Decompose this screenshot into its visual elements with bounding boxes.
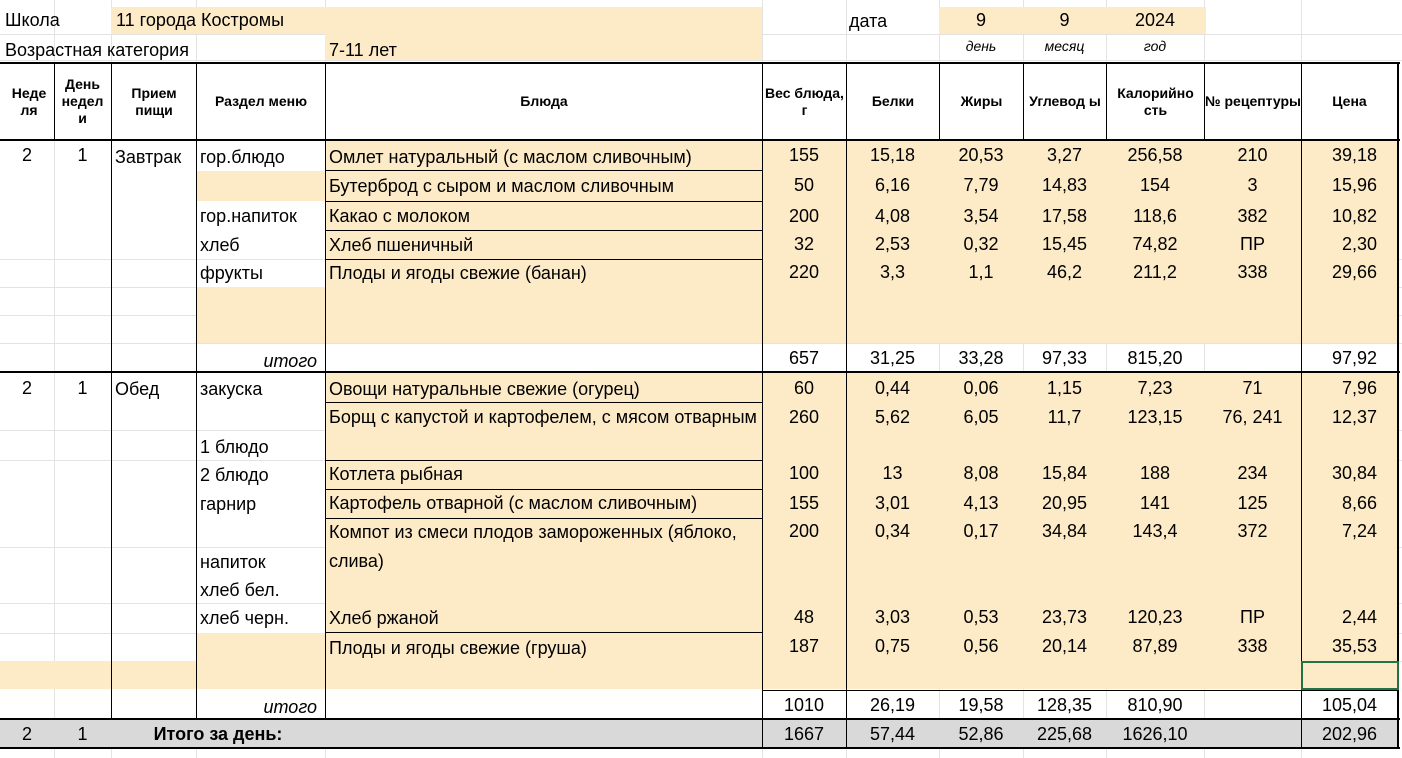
date-month[interactable]: 9 — [1059, 10, 1070, 30]
dish-name[interactable]: Борщ с капустой и картофелем, с мясом отварным — [329, 407, 757, 427]
total-weight[interactable]: 1010 — [783, 695, 825, 715]
menu-section[interactable]: хлеб бел. — [200, 580, 280, 600]
cell-weight[interactable]: 200 — [788, 521, 820, 541]
menu-section[interactable]: фрукты — [200, 263, 263, 283]
cell-price[interactable]: 12,37 — [1331, 407, 1377, 427]
cell-fat[interactable]: 8,08 — [963, 463, 999, 483]
dish-name[interactable]: Овощи натуральные свежие (огурец) — [329, 379, 640, 399]
cell-recipe[interactable]: 210 — [1237, 145, 1268, 165]
cell-recipe[interactable]: 382 — [1237, 206, 1268, 226]
breakfast-week[interactable]: 2 — [21, 145, 32, 165]
cell-recipe[interactable]: 125 — [1237, 493, 1268, 513]
cell-protein[interactable]: 6,16 — [874, 175, 911, 195]
cell-protein[interactable]: 4,08 — [874, 206, 911, 226]
cell-protein[interactable]: 0,75 — [874, 636, 911, 656]
total-carbs[interactable]: 97,33 — [1041, 348, 1088, 368]
cell-calories[interactable]: 188 — [1139, 463, 1171, 483]
cell-calories[interactable]: 7,23 — [1137, 378, 1173, 398]
school-value[interactable]: 11 города Костромы — [116, 10, 285, 30]
cell-calories[interactable]: 123,15 — [1127, 407, 1183, 427]
cell-protein[interactable]: 2,53 — [874, 234, 911, 254]
col-section: Раздел меню — [214, 93, 308, 109]
cell-price[interactable]: 35,53 — [1331, 636, 1377, 656]
total-calories[interactable]: 815,20 — [1127, 348, 1183, 368]
menu-section[interactable]: гарнир — [200, 494, 257, 514]
cell-protein[interactable]: 13 — [882, 463, 903, 483]
dish-name[interactable]: Бутерброд с сыром и маслом сливочным — [329, 176, 674, 196]
cell-calories[interactable]: 120,23 — [1127, 607, 1183, 627]
cell-recipe[interactable]: 338 — [1237, 636, 1268, 656]
breakfast-meal[interactable]: Завтрак — [115, 147, 182, 167]
cell-calories[interactable]: 211,2 — [1133, 262, 1177, 282]
cell-carbs[interactable]: 20,14 — [1041, 636, 1088, 656]
dish-name[interactable]: Котлета рыбная — [329, 464, 463, 484]
date-day[interactable]: 9 — [975, 10, 986, 30]
col-price: Цена — [1332, 93, 1367, 109]
day-caption: день — [965, 38, 997, 54]
menu-section[interactable]: напиток — [200, 552, 266, 572]
cell-recipe[interactable]: 234 — [1237, 463, 1268, 483]
menu-section[interactable]: гор.напиток — [200, 206, 297, 226]
cell-carbs[interactable]: 34,84 — [1041, 521, 1088, 541]
day-total-week[interactable]: 2 — [21, 724, 32, 744]
cell-recipe[interactable]: ПР — [1240, 234, 1265, 254]
cell-protein[interactable]: 0,44 — [874, 378, 911, 398]
cell-weight[interactable]: 50 — [793, 175, 815, 195]
cell-fat[interactable]: 6,05 — [963, 407, 999, 427]
total-price[interactable]: 202,96 — [1321, 724, 1377, 744]
breakfast-weekday[interactable]: 1 — [77, 145, 88, 165]
cell-weight[interactable]: 220 — [788, 262, 820, 282]
cell-calories[interactable]: 141 — [1139, 493, 1171, 513]
menu-section[interactable]: гор.блюдо — [200, 147, 285, 167]
total-fat[interactable]: 52,86 — [958, 724, 1004, 744]
cell-fat[interactable]: 0,53 — [963, 607, 999, 627]
cell-weight[interactable]: 187 — [788, 636, 820, 656]
total-weight[interactable]: 657 — [788, 348, 820, 368]
total-protein[interactable]: 31,25 — [869, 348, 916, 368]
cell-calories[interactable]: 74,82 — [1132, 234, 1178, 254]
cell-fat[interactable]: 0,32 — [963, 234, 999, 254]
total-carbs[interactable]: 128,35 — [1036, 695, 1093, 715]
day-total-label: Итого за день: — [153, 724, 283, 744]
cell-carbs[interactable]: 15,84 — [1041, 463, 1088, 483]
cell-calories[interactable]: 87,89 — [1132, 636, 1178, 656]
total-price[interactable]: 105,04 — [1321, 695, 1377, 715]
total-calories[interactable]: 1626,10 — [1122, 724, 1188, 744]
cell-weight[interactable]: 155 — [788, 145, 820, 165]
day-total-weekday[interactable]: 1 — [77, 724, 88, 744]
total-price[interactable]: 97,92 — [1331, 348, 1377, 368]
cell-price[interactable]: 29,66 — [1331, 262, 1377, 282]
lunch-week[interactable]: 2 — [21, 378, 32, 398]
cell-weight[interactable]: 155 — [788, 493, 820, 513]
cell-fat[interactable]: 7,79 — [963, 175, 999, 195]
cell-fat[interactable]: 0,17 — [963, 521, 999, 541]
cell-recipe[interactable]: ПР — [1240, 607, 1265, 627]
cell-recipe[interactable]: 338 — [1237, 262, 1268, 282]
cell-protein[interactable]: 5,62 — [874, 407, 911, 427]
dish-name[interactable]: Плоды и ягоды свежие (груша) — [329, 638, 587, 658]
total-fat[interactable]: 33,28 — [958, 348, 1004, 368]
cell-weight[interactable]: 200 — [788, 206, 820, 226]
cell-fat[interactable]: 1,1 — [968, 262, 994, 282]
menu-section[interactable]: 2 блюдо — [200, 465, 269, 485]
menu-section[interactable]: закуска — [200, 379, 263, 399]
col-weekday: День недел и — [61, 76, 104, 126]
menu-section[interactable]: хлеб — [200, 235, 240, 255]
lunch-weekday[interactable]: 1 — [77, 378, 88, 398]
col-meal: Прием пищи — [131, 84, 177, 118]
age-category-value[interactable]: 7-11 лет — [329, 40, 397, 60]
total-fat[interactable]: 19,58 — [958, 695, 1004, 715]
total-weight[interactable]: 1667 — [783, 724, 825, 744]
cell-recipe[interactable]: 3 — [1247, 175, 1258, 195]
lunch-meal[interactable]: Обед — [115, 379, 160, 399]
cell-carbs[interactable]: 3,27 — [1046, 145, 1083, 165]
dish-name[interactable]: Плоды и ягоды свежие (банан) — [329, 263, 587, 283]
cell-protein[interactable]: 0,34 — [874, 521, 911, 541]
cell-carbs[interactable]: 11,7 — [1047, 407, 1082, 427]
cell-protein[interactable]: 3,03 — [874, 607, 911, 627]
dish-name[interactable]: Картофель отварной (с маслом сливочным) — [329, 493, 698, 513]
cell-carbs[interactable]: 46,2 — [1046, 262, 1083, 282]
cell-recipe[interactable]: 71 — [1242, 378, 1263, 398]
cell-weight[interactable]: 32 — [793, 234, 815, 254]
cell-protein[interactable]: 3,3 — [879, 262, 906, 282]
cell-fat[interactable]: 4,13 — [963, 493, 999, 513]
col-fat: Жиры — [960, 93, 1003, 109]
cell-calories[interactable]: 143,4 — [1132, 521, 1178, 541]
cell-recipe[interactable]: 76, 241 — [1222, 407, 1283, 427]
cell-calories[interactable]: 256,58 — [1127, 145, 1183, 165]
cell-carbs[interactable]: 15,45 — [1041, 234, 1088, 254]
cell-calories[interactable]: 154 — [1139, 175, 1171, 195]
cell-recipe[interactable]: 372 — [1237, 521, 1268, 541]
cell-protein[interactable]: 15,18 — [869, 145, 916, 165]
dish-name[interactable]: Какао с молоком — [329, 206, 470, 226]
col-carbs: Углевод ы — [1029, 93, 1101, 109]
menu-section[interactable]: 1 блюдо — [200, 437, 269, 457]
col-recipe: № рецептуры — [1205, 93, 1301, 109]
school-label: Школа — [5, 10, 60, 30]
col-week: Неде ля — [11, 84, 47, 118]
cell-fat[interactable]: 0,56 — [963, 636, 999, 656]
col-dish: Блюда — [520, 93, 568, 109]
cell-weight[interactable]: 100 — [788, 463, 820, 483]
col-weight: Вес блюда, г — [765, 84, 844, 118]
selected-cell[interactable] — [1301, 661, 1399, 690]
month-caption: месяц — [1044, 38, 1085, 54]
cell-fat[interactable]: 0,06 — [963, 378, 999, 398]
dish-name[interactable]: Хлеб ржаной — [329, 608, 439, 628]
breakfast-total-label: итого — [263, 351, 317, 371]
cell-price[interactable]: 10,82 — [1331, 206, 1377, 226]
menu-section[interactable]: хлеб черн. — [200, 608, 289, 628]
year-caption: год — [1143, 38, 1167, 54]
cell-carbs[interactable]: 17,58 — [1041, 206, 1088, 226]
date-label: дата — [849, 11, 888, 31]
dish-name[interactable]: Компот из смеси плодов замороженных (яблоко, слива) — [329, 522, 737, 571]
cell-price[interactable]: 7,24 — [1341, 521, 1377, 541]
cell-price[interactable]: 15,96 — [1331, 175, 1377, 195]
cell-calories[interactable]: 118,6 — [1133, 206, 1177, 226]
cell-price[interactable]: 8,66 — [1341, 493, 1377, 513]
total-carbs[interactable]: 225,68 — [1036, 724, 1093, 744]
cell-weight[interactable]: 260 — [788, 407, 820, 427]
total-protein[interactable]: 26,19 — [869, 695, 916, 715]
cell-weight[interactable]: 48 — [793, 607, 815, 627]
cell-price[interactable]: 2,44 — [1341, 607, 1377, 627]
cell-carbs[interactable]: 23,73 — [1041, 607, 1088, 627]
dish-name[interactable]: Омлет натуральный (с маслом сливочным) — [329, 147, 692, 167]
total-calories[interactable]: 810,90 — [1127, 695, 1183, 715]
cell-protein[interactable]: 3,01 — [874, 493, 911, 513]
col-calories: Калорийно сть — [1117, 84, 1194, 118]
dish-name[interactable]: Хлеб пшеничный — [329, 235, 474, 255]
cell-fat[interactable]: 20,53 — [958, 145, 1004, 165]
cell-carbs[interactable]: 14,83 — [1041, 175, 1088, 195]
cell-weight[interactable]: 60 — [793, 378, 815, 398]
age-category-label: Возрастная категория — [5, 40, 189, 60]
cell-fat[interactable]: 3,54 — [963, 206, 999, 226]
cell-price[interactable]: 2,30 — [1341, 234, 1377, 254]
total-protein[interactable]: 57,44 — [869, 724, 916, 744]
cell-price[interactable]: 39,18 — [1331, 145, 1377, 165]
date-year[interactable]: 2024 — [1134, 10, 1176, 30]
cell-price[interactable]: 30,84 — [1331, 463, 1377, 483]
cell-carbs[interactable]: 20,95 — [1041, 493, 1088, 513]
cell-carbs[interactable]: 1,15 — [1046, 378, 1083, 398]
col-protein: Белки — [871, 93, 915, 109]
cell-price[interactable]: 7,96 — [1341, 378, 1377, 398]
lunch-total-label: итого — [263, 697, 317, 717]
